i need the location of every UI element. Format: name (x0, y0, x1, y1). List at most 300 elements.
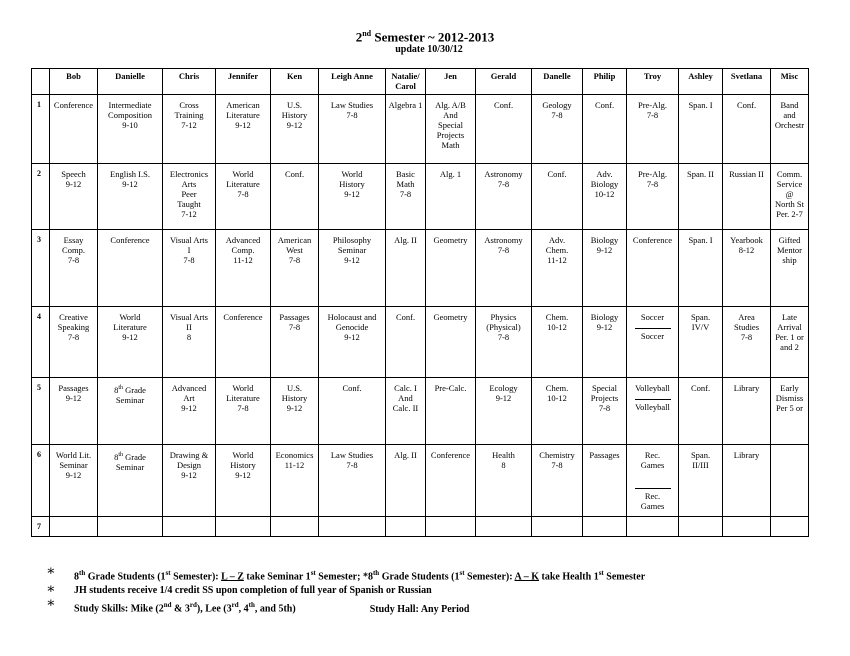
cell-text-line: 7-8 (288, 322, 301, 332)
cell-text-line: 10-12 (547, 393, 567, 403)
cell-text-line: Visual Arts (170, 235, 208, 245)
cell-text-line: Conference (223, 312, 263, 322)
cell-text-line: 7-8 (346, 460, 358, 470)
cell-text-line: Geometry (433, 235, 468, 245)
cell-text-line: Design (176, 460, 202, 470)
schedule-cell (163, 164, 216, 230)
cell-text-line: Library (733, 450, 760, 460)
cell-text-line: 9-12 (122, 332, 138, 342)
update-date: update 10/30/12 (395, 44, 463, 56)
cell-text-line: Economics (275, 450, 314, 460)
column-header-ashley (679, 69, 723, 95)
cell-text-line: American (226, 100, 260, 110)
cell-text-line: 8 (186, 332, 192, 342)
cell-text-line: 10-12 (594, 189, 615, 199)
cell-text-line: 11-12 (233, 255, 253, 265)
cell-text-line: Projects (436, 130, 465, 140)
schedule-cell (679, 164, 723, 230)
cell-text-line: Volleyball (635, 402, 670, 412)
cell-divider (635, 488, 671, 489)
schedule-cell (271, 517, 319, 537)
header-text-line: Troy (643, 71, 662, 81)
schedule-cell (216, 307, 271, 378)
cell-text-line: Alg. A/B (435, 100, 466, 110)
column-header-misc (771, 69, 809, 95)
schedule-cell (532, 517, 583, 537)
schedule-table (31, 68, 809, 537)
schedule-cell (532, 164, 583, 230)
cell-text-line: Arts (181, 179, 197, 189)
cell-text-line: 11-12 (284, 460, 305, 470)
cell-text-line: Advanced (171, 383, 207, 393)
cell-text-line: Conf. (547, 169, 567, 179)
cell-text-line: Per. 1 or (775, 332, 804, 342)
cell-text-line: Late (781, 312, 798, 322)
cell-text-line: 7-8 (598, 403, 611, 413)
cell-text-line: English I.S. (110, 169, 150, 179)
schedule-cell (679, 445, 723, 517)
schedule-cell (476, 517, 532, 537)
cell-text-line: Comp. (231, 245, 255, 255)
schedule-cell (386, 230, 426, 307)
header-text-line: Misc (780, 71, 799, 81)
cell-text-line: 8th Grade (114, 384, 146, 395)
cell-divider (635, 399, 671, 400)
schedule-cell (271, 307, 319, 378)
cell-text-line: Seminar (337, 245, 367, 255)
cell-text-line: Health (492, 450, 515, 460)
corner-cell (32, 69, 50, 95)
cell-text-line: Pre-Alg. (637, 169, 668, 179)
cell-text-line: Passages (589, 450, 620, 460)
cell-text-line: 11-12 (547, 255, 567, 265)
cell-text-line: 9-12 (235, 470, 251, 480)
cell-text-line: History (339, 179, 365, 189)
schedule-cell (98, 378, 163, 445)
cell-text-line: U.S. (286, 383, 303, 393)
header-text-line: Ken (286, 71, 303, 81)
footnotes (46, 566, 645, 617)
cell-text-line: Conf. (395, 312, 416, 322)
cell-text-line: Conference (632, 235, 673, 245)
cell-text-line: Early (780, 383, 799, 393)
cell-text-line: 8-12 (738, 245, 755, 255)
cell-text-line: Law Studies (330, 100, 374, 110)
schedule-cell (771, 164, 809, 230)
header-text-line: Danelle (543, 71, 571, 81)
cell-text-line: Conf. (690, 383, 711, 393)
schedule-cell (98, 95, 163, 164)
schedule-cell (679, 95, 723, 164)
cell-text-line: North St (774, 199, 805, 209)
cell-text-line: Seminar (115, 461, 145, 472)
cell-text-line: Dismiss (775, 393, 804, 403)
cell-text-line: Alg. 1 (439, 169, 462, 179)
cell-text-line: And (443, 110, 458, 120)
schedule-cell (386, 378, 426, 445)
cell-text-line: Russian II (729, 169, 764, 179)
cell-text-line: World (232, 383, 254, 393)
schedule-cell (426, 230, 476, 307)
schedule-cell (723, 230, 771, 307)
schedule-cell (426, 445, 476, 517)
schedule-cell (50, 445, 98, 517)
cell-text-line: Calc. II (392, 403, 419, 413)
cell-text-line: Studies (733, 322, 760, 332)
schedule-cell (476, 95, 532, 164)
schedule-cell (532, 378, 583, 445)
cell-text-line: Physics (490, 312, 517, 322)
schedule-cell (50, 378, 98, 445)
schedule-cell (771, 378, 809, 445)
cell-text-line: World (341, 169, 363, 179)
cell-text-line: 9-12 (65, 470, 82, 480)
period-row (32, 517, 809, 537)
schedule-cell (583, 230, 627, 307)
schedule-cell (627, 445, 679, 517)
cell-text-line: Intermediate (108, 100, 152, 110)
schedule-cell (679, 230, 723, 307)
cell-text-line: Conf. (594, 100, 615, 110)
period-number: 7 (32, 517, 50, 537)
cell-text-line: Per. 2-7 (776, 209, 803, 219)
column-header-jen (426, 69, 476, 95)
cell-text-line: Seminar (59, 460, 88, 470)
cell-text-line: Astronomy (484, 169, 523, 179)
schedule-cell (386, 445, 426, 517)
schedule-cell (583, 517, 627, 537)
schedule-cell (583, 307, 627, 378)
cell-text-line: Holocaust and (327, 312, 377, 322)
period-row (32, 307, 809, 378)
period-row (32, 230, 809, 307)
header-text-line: Bob (66, 71, 81, 81)
cell-text-line: 7-8 (646, 110, 659, 120)
header-text-line: Leigh Anne (331, 71, 373, 81)
note-grade8: ∗ 8th Grade Students (1st Semester): L – Z take Seminar 1st Semester; *8th Grade Students (1st Semester): A – K take Health 1st Semester (46, 564, 646, 583)
header-text-line: Jennifer (227, 71, 259, 81)
schedule-cell (98, 445, 163, 517)
header-text-line: Philip (593, 71, 616, 81)
cell-text-line: 9-12 (495, 393, 512, 403)
schedule-cell (723, 307, 771, 378)
schedule-cell (679, 307, 723, 378)
schedule-cell (532, 445, 583, 517)
cell-text-line: World (119, 312, 141, 322)
cell-text-line: U.S. (286, 100, 303, 110)
cell-text-line: Yearbook (730, 235, 763, 245)
cell-text-line: Soccer (640, 312, 665, 322)
cell-text-line: 9-12 (344, 189, 360, 199)
cell-text-line: Philosophy (332, 235, 372, 245)
cell-text-line: 7-8 (288, 255, 301, 265)
schedule-cell (98, 230, 163, 307)
cell-text-line: Special (437, 120, 464, 130)
cell-text-line: Peer (181, 189, 197, 199)
cell-text-line: 8 (501, 460, 506, 470)
cell-text-line: Span. I (688, 235, 713, 245)
period-number: 5 (32, 378, 50, 445)
cell-text-line: Conf. (736, 100, 757, 110)
cell-text-line: Literature (113, 322, 147, 332)
cell-text-line: Library (733, 383, 760, 393)
column-header-danelle (532, 69, 583, 95)
cell-text-line: 7-12 (181, 120, 197, 130)
header-text-line: Svetlana (730, 71, 763, 81)
cell-text-line: Essay (63, 235, 84, 245)
cell-text-line: Calc. I (394, 383, 417, 393)
schedule-cell (723, 95, 771, 164)
schedule-cell (163, 307, 216, 378)
schedule-cell (271, 378, 319, 445)
period-number: 3 (32, 230, 50, 307)
cell-text-line: Algebra 1 (388, 100, 423, 110)
schedule-cell (771, 445, 809, 517)
schedule-cell (532, 95, 583, 164)
cell-text-line: Span. I (688, 100, 713, 110)
period-number: 2 (32, 164, 50, 230)
schedule-cell (319, 307, 386, 378)
schedule-cell (319, 517, 386, 537)
period-number: 6 (32, 445, 50, 517)
cell-text-line: 7-8 (497, 245, 510, 255)
cell-text-line: Biology (590, 312, 619, 322)
cell-text-line: Electronics (169, 169, 209, 179)
cell-text-line: Projects (590, 393, 619, 403)
cell-text-line: Astronomy (484, 235, 523, 245)
header-text-line: Danielle (115, 71, 145, 81)
schedule-cell (627, 164, 679, 230)
schedule-cell (50, 230, 98, 307)
asterisk-icon: ∗ (46, 564, 56, 579)
cell-text-line: 10-12 (547, 322, 567, 332)
column-header-troy (627, 69, 679, 95)
cell-text-line: Orchestr (774, 120, 805, 130)
schedule-cell (476, 445, 532, 517)
schedule-cell (627, 230, 679, 307)
cell-text-line: Chemistry (539, 450, 575, 460)
cell-text-line: Passages (279, 312, 310, 322)
schedule-cell (163, 95, 216, 164)
schedule-cell (583, 95, 627, 164)
cell-text-line: 7-8 (183, 255, 195, 265)
cell-text-line: Conf. (493, 100, 514, 110)
schedule-cell (216, 378, 271, 445)
cell-text-line: Adv. (548, 235, 566, 245)
cell-text-line: 7-12 (181, 209, 197, 219)
cell-text-line: 9-12 (122, 179, 138, 189)
cell-text-line: I (187, 245, 191, 255)
cell-text-line: Geology (542, 100, 572, 110)
header-text-line: Jen (444, 71, 457, 81)
schedule-cell (319, 378, 386, 445)
schedule-cell (271, 95, 319, 164)
cell-text-line: Art (183, 393, 195, 403)
cell-text-line: Soccer (640, 331, 665, 341)
cell-text-line: Pre-Calc. (434, 383, 467, 393)
schedule-cell (98, 517, 163, 537)
column-header-natalie-carol (386, 69, 426, 95)
column-header-gerald (476, 69, 532, 95)
note-study-skills: ∗ Study Skills: Mike (2nd & 3rd), Lee (3rd, 4th, and 5th) Study Hall: Any Period (46, 596, 470, 615)
cell-text-line: 7-8 (67, 332, 80, 342)
cell-text-line: World (232, 169, 254, 179)
cell-text-line: Composition (108, 110, 152, 120)
cell-text-line: Service (776, 179, 803, 189)
cell-text-line: Rec. (644, 491, 661, 501)
schedule-cell (271, 445, 319, 517)
schedule-cell (50, 164, 98, 230)
cell-text-line: Creative (59, 312, 88, 322)
schedule-cell (771, 95, 809, 164)
cell-text-line: @ (785, 189, 794, 199)
cell-text-line: Math (441, 140, 460, 150)
cell-text-line: Gifted (778, 235, 801, 245)
cell-text-line: History (281, 393, 308, 403)
cell-text-line: 7-8 (399, 189, 412, 199)
cell-text-line: Biology (590, 235, 619, 245)
cell-text-line: 7-8 (67, 255, 80, 265)
cell-text-line: Games (640, 460, 665, 470)
cell-text-line: 7-8 (497, 332, 510, 342)
schedule-cell (216, 164, 271, 230)
period-number: 4 (32, 307, 50, 378)
schedule-cell (771, 517, 809, 537)
cell-text-line: World Lit. (55, 450, 92, 460)
cell-text-line: 7-8 (346, 110, 358, 120)
column-header-chris (163, 69, 216, 95)
asterisk-icon: ∗ (46, 596, 56, 612)
schedule-cell (319, 230, 386, 307)
note-jh-credit: ∗ JH students receive 1/4 credit SS upon completion of full year of Spanish or Russian (46, 582, 432, 598)
schedule-title (0, 26, 850, 56)
cell-text-line: IV/V (691, 322, 710, 332)
cell-text-line: Advanced (225, 235, 261, 245)
cell-text-line: Band (780, 100, 799, 110)
period-row (32, 164, 809, 230)
schedule-cell (98, 164, 163, 230)
schedule-cell (50, 517, 98, 537)
schedule-cell (771, 230, 809, 307)
cell-text-line: (Physical) (486, 322, 521, 332)
study-hall-note: Study Hall: Any Period (369, 603, 470, 615)
cell-text-line: Pre-Alg. (637, 100, 668, 110)
cell-text-line: Conference (53, 100, 94, 110)
cell-text-line: 9-12 (596, 245, 613, 255)
cell-text-line: Genocide (335, 322, 369, 332)
cell-text-line: Mentor (776, 245, 803, 255)
cell-text-line: Chem. (545, 312, 569, 322)
cell-text-line: Drawing & (169, 450, 209, 460)
cell-text-line: Arrival (777, 322, 802, 332)
schedule-cell (426, 378, 476, 445)
cell-text-line: Chem. (545, 245, 569, 255)
column-header-leigh-anne (319, 69, 386, 95)
schedule-cell (679, 517, 723, 537)
period-row (32, 95, 809, 164)
schedule-cell (476, 378, 532, 445)
cell-text-line: Cross (179, 100, 199, 110)
schedule-cell (386, 95, 426, 164)
cell-text-line: Chem. (545, 383, 569, 393)
schedule-cell (163, 517, 216, 537)
schedule-cell (426, 517, 476, 537)
cell-text-line: History (230, 460, 256, 470)
cell-text-line: Taught (177, 199, 201, 209)
cell-text-line: 7-8 (551, 460, 563, 470)
schedule-cell (583, 378, 627, 445)
header-text-line: Chris (178, 71, 200, 81)
schedule-cell (426, 164, 476, 230)
cell-text-line: Span. II (687, 169, 714, 179)
schedule-cell (723, 164, 771, 230)
cell-text-line: 9-12 (344, 332, 360, 342)
schedule-cell (50, 95, 98, 164)
cell-text-line: 9-12 (235, 120, 251, 130)
schedule-cell (723, 445, 771, 517)
cell-text-line: ship (782, 255, 797, 265)
cell-text-line: Conf. (284, 169, 305, 179)
column-header-ken (271, 69, 319, 95)
schedule-cell (271, 230, 319, 307)
cell-text-line: Speech (61, 169, 86, 179)
schedule-cell (216, 517, 271, 537)
cell-text-line: 7-8 (237, 403, 249, 413)
cell-text-line: 9-12 (286, 120, 303, 130)
cell-text-line: 7-8 (551, 110, 563, 120)
cell-text-line: Conference (430, 450, 471, 460)
cell-text-line: II (186, 322, 192, 332)
cell-text-line: Span. (690, 450, 711, 460)
schedule-cell (216, 445, 271, 517)
schedule-cell (386, 164, 426, 230)
cell-text-line: Literature (226, 393, 260, 403)
cell-text-line: Literature (226, 179, 260, 189)
cell-text-line: and 2 (780, 342, 799, 352)
schedule-cell (163, 230, 216, 307)
schedule-cell (216, 230, 271, 307)
schedule-cell (319, 445, 386, 517)
column-header-philip (583, 69, 627, 95)
schedule-cell (163, 378, 216, 445)
cell-text-line: Volleyball (635, 383, 670, 393)
schedule-cell (723, 517, 771, 537)
schedule-cell (163, 445, 216, 517)
cell-text-line: 9-12 (181, 470, 197, 480)
cell-text-line: Games (640, 501, 665, 511)
cell-text-line: 9-12 (286, 403, 303, 413)
schedule-cell (476, 230, 532, 307)
schedule-cell (532, 230, 583, 307)
cell-text-line: Speaking (57, 322, 90, 332)
header-text-line: Carol (395, 81, 416, 91)
cell-text-line: Seminar (115, 394, 145, 405)
cell-text-line: 9-12 (596, 322, 613, 332)
schedule-cell (627, 95, 679, 164)
column-header-danielle (98, 69, 163, 95)
schedule-cell (476, 164, 532, 230)
schedule-cell (627, 307, 679, 378)
schedule-cell (216, 95, 271, 164)
header-text-line: Ashley (688, 71, 713, 81)
cell-text-line: Training (174, 110, 204, 120)
schedule-cell (426, 307, 476, 378)
schedule-cell (771, 307, 809, 378)
cell-text-line: Biology (590, 179, 619, 189)
cell-text-line: Visual Arts (170, 312, 208, 322)
cell-text-line: Conference (110, 235, 150, 245)
cell-text-line: Span. (690, 312, 711, 322)
